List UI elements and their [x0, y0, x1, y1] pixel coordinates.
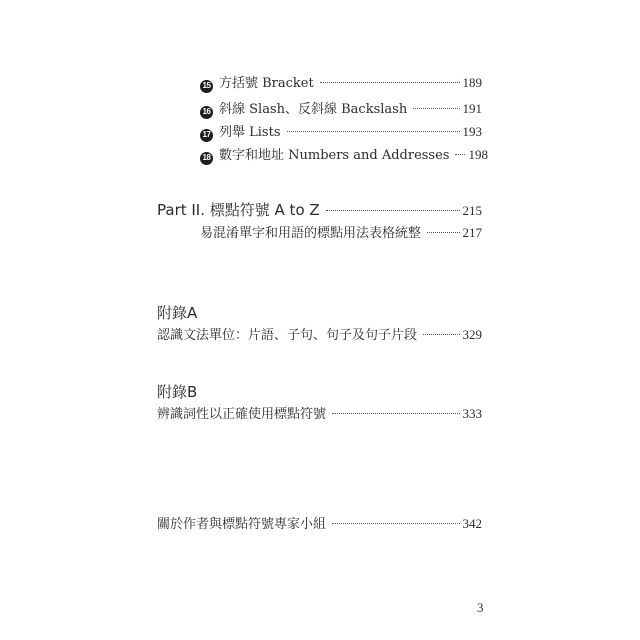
toc-entry-appendix-b[interactable]: [157, 406, 482, 423]
dot-leader: [423, 334, 459, 335]
toc-entry-title: 方括號 Bracket: [219, 76, 314, 91]
circled-number-15-icon: 15: [200, 80, 213, 93]
circled-number-16-icon: 16: [200, 106, 213, 119]
toc-entry-part-2[interactable]: [157, 202, 482, 219]
dot-leader: [326, 210, 460, 211]
circled-number-17-icon: 17: [200, 129, 213, 142]
toc-entry-title: 數字和地址 Numbers and Addresses: [219, 148, 450, 163]
toc-entry-title: 易混淆單字和用語的標點用法表格統整: [200, 226, 422, 241]
toc-entry-title: Part II. 標點符號 A to Z: [157, 201, 320, 219]
toc-entry-chapter-15[interactable]: [200, 75, 482, 93]
dot-leader: [332, 413, 459, 414]
toc-entry-page: 193: [462, 124, 482, 139]
toc-entry-page: 217: [462, 225, 482, 240]
dot-leader: [427, 232, 459, 233]
toc-entry-page: 329: [462, 327, 482, 342]
dot-leader: [332, 523, 459, 524]
toc-entry-chapter-16[interactable]: [200, 101, 482, 119]
dot-leader: [287, 131, 460, 132]
toc-entry-title: 關於作者與標點符號專家小組: [157, 517, 327, 532]
toc-entry-page: 189: [462, 75, 482, 90]
toc-entry-about-authors[interactable]: [157, 516, 482, 533]
toc-entry-page: 191: [462, 101, 482, 116]
toc-entry-appendix-a[interactable]: [157, 327, 482, 344]
toc-entry-title: 斜線 Slash、反斜線 Backslash: [219, 102, 408, 117]
circled-number-18-icon: 18: [200, 152, 213, 165]
toc-entry-page: 333: [462, 406, 482, 421]
toc-entry-page: 342: [462, 516, 482, 531]
toc-entry-title: 列舉 Lists: [219, 125, 281, 140]
dot-leader: [455, 154, 465, 155]
toc-entry-page: 215: [462, 203, 482, 218]
toc-entry-part-2-table[interactable]: [200, 225, 482, 242]
dot-leader: [413, 108, 459, 109]
toc-entry-title: 辨識詞性以正確使用標點符號: [157, 407, 327, 422]
page-number: 3: [477, 600, 484, 615]
toc-entry-title: 認識文法單位：片語、子句、句子及句子片段: [157, 328, 418, 343]
dot-leader: [320, 82, 460, 83]
appendix-b-heading: 附錄B: [157, 383, 198, 401]
toc-entry-chapter-17[interactable]: [200, 124, 482, 142]
appendix-a-heading: 附錄A: [157, 304, 198, 322]
toc-entry-page: 198: [468, 147, 488, 162]
toc-entry-chapter-18[interactable]: [200, 147, 488, 165]
